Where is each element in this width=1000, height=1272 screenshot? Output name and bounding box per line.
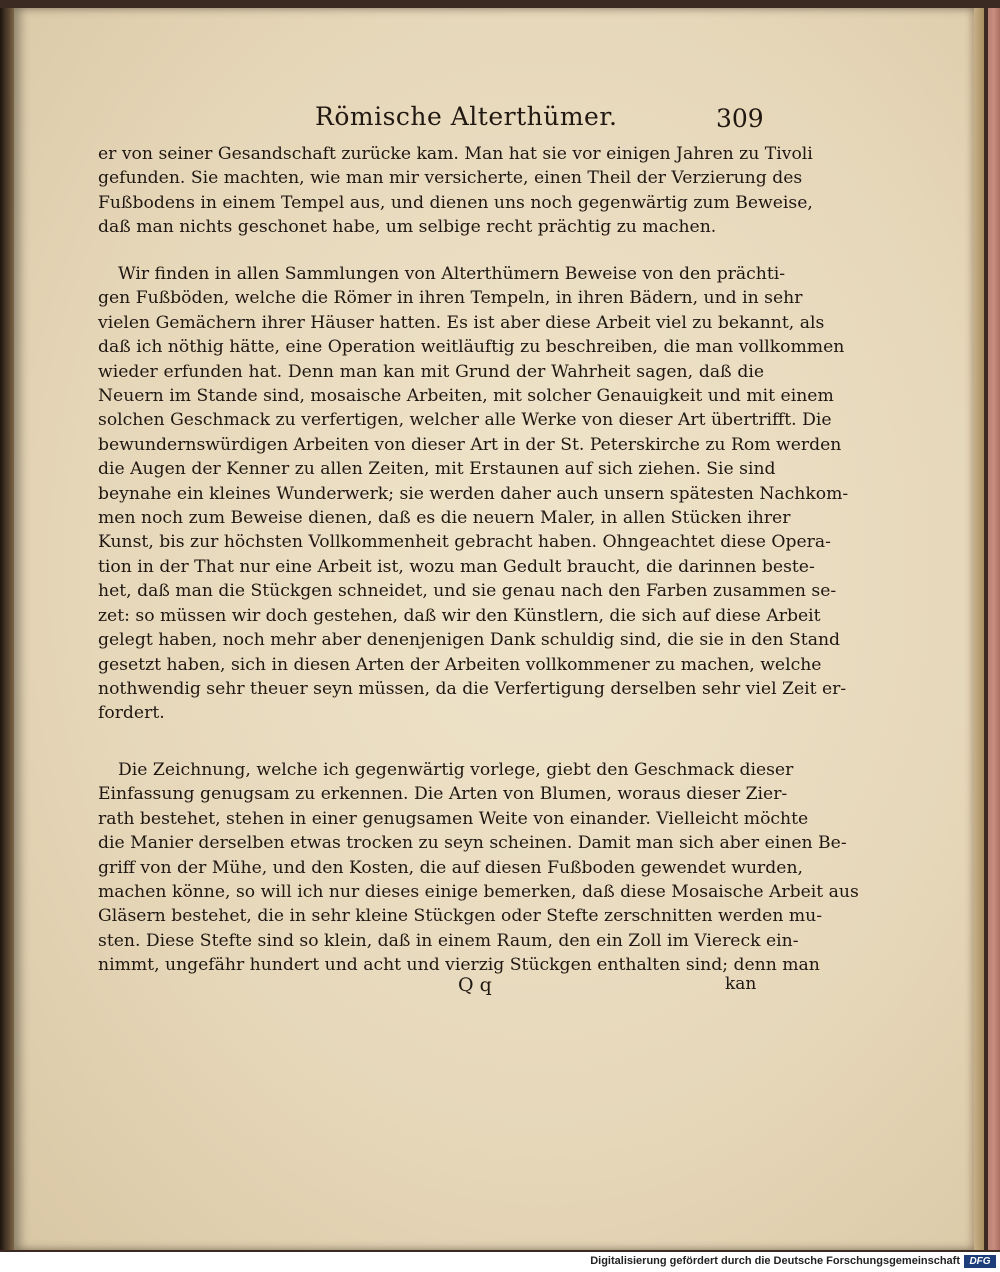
text-line: gen Fußböden, welche die Römer in ihren Tempeln, in ihren Bädern, und in sehr xyxy=(98,288,803,309)
text-line: Die Zeichnung, welche ich gegenwärtig vorlege, giebt den Geschmack dieser xyxy=(118,760,794,780)
text-line: fordert. xyxy=(98,703,165,724)
text-line: die Augen der Kenner zu allen Zeiten, mit Erstaunen auf sich ziehen. Sie sind xyxy=(98,459,776,480)
text-line: daß man nichts geschonet habe, um selbige recht prächtig zu machen. xyxy=(98,217,717,238)
text-line: nimmt, ungefähr hundert und acht und vierzig Stückgen enthalten sind; denn man xyxy=(98,955,820,976)
text-line: zet: so müssen wir doch gestehen, daß wir den Künstlern, die sich auf diese Arbeit xyxy=(98,605,821,626)
page-header xyxy=(0,102,1000,142)
text-line: die Manier derselben etwas trocken zu seyn scheinen. Damit man sich aber einen Be- xyxy=(98,833,847,854)
text-line: Gläsern bestehet, die in sehr kleine Stückgen oder Stefte zerschnitten werden mu- xyxy=(98,906,823,927)
footer-credit: Digitalisierung gefördert durch die Deutsche Forschungsgemeinschaft xyxy=(590,1255,960,1267)
book-binding-edge xyxy=(0,8,14,1250)
text-line: Einfassung genugsam zu erkennen. Die Arten von Blumen, woraus dieser Zier- xyxy=(98,784,788,805)
text-line: machen könne, so will ich nur dieses einige bemerken, daß diese Mosaische Arbeit aus xyxy=(98,882,859,903)
signature-mark: Q q xyxy=(458,974,492,996)
text-line: Kunst, bis zur höchsten Vollkommenheit gebracht haben. Ohngeachtet diese Opera- xyxy=(98,532,831,553)
text-line: gelegt haben, noch mehr aber denenjenigen Dank schuldig sind, die sie in den Stand xyxy=(98,630,841,651)
text-line: Neuern im Stande sind, mosaische Arbeiten, mit solcher Genauigkeit und mit einem xyxy=(98,386,834,407)
text-line: men noch zum Beweise dienen, daß es die neuern Maler, in allen Stücken ihrer xyxy=(98,508,791,529)
text-line: Fußbodens in einem Tempel aus, und dienen uns noch gegenwärtig zum Beweise, xyxy=(98,192,813,213)
dfg-logo-icon: DFG xyxy=(964,1255,996,1268)
catchword: kan xyxy=(725,974,757,994)
paragraph-1 xyxy=(98,142,813,240)
text-line: Wir finden in allen Sammlungen von Alterthümern Beweise von den prächti- xyxy=(118,264,786,284)
text-line: griff von der Mühe, und den Kosten, die auf diesen Fußboden gewendet wurden, xyxy=(98,857,803,878)
cover-edge xyxy=(988,8,1000,1250)
text-line: gefunden. Sie machten, wie man mir versicherte, einen Theil der Verzierung des xyxy=(98,168,803,189)
page-stack-edge xyxy=(974,8,984,1250)
text-line: beynahe ein kleines Wunderwerk; sie werden daher auch unsern spätesten Nachkom- xyxy=(98,483,849,504)
running-title: Römische Alterthümer. xyxy=(315,102,618,131)
text-line: wieder erfunden hat. Denn man kan mit Grund der Wahrheit sagen, daß die xyxy=(98,361,764,382)
text-line: gesetzt haben, sich in diesen Arten der Arbeiten vollkommener zu machen, welche xyxy=(98,654,822,675)
text-line: vielen Gemächern ihrer Häuser hatten. Es ist aber diese Arbeit viel zu bekannt, als xyxy=(98,312,825,333)
text-line: er von seiner Gesandschaft zurücke kam. Man hat sie vor einigen Jahren zu Tivoli xyxy=(98,144,813,164)
text-line: nothwendig sehr theuer seyn müssen, da die Verfertigung derselben sehr viel Zeit er- xyxy=(98,678,847,699)
text-line: solchen Geschmack zu verfertigen, welcher alle Werke von dieser Art übertrifft. Die xyxy=(98,410,832,431)
text-line: daß ich nöthig hätte, eine Operation weitläuftig zu beschreiben, die man vollkommen xyxy=(98,337,845,358)
text-line: het, daß man die Stückgen schneidet, und sie genau nach den Farben zusammen se- xyxy=(98,581,837,602)
text-line: tion in der That nur eine Arbeit ist, wozu man Gedult braucht, die darinnen beste- xyxy=(98,556,815,577)
text-line: sten. Diese Stefte sind so klein, daß in einem Raum, den ein Zoll im Viereck ein- xyxy=(98,930,799,951)
text-line: bewundernswürdigen Arbeiten von dieser Art in der St. Peterskirche zu Rom werden xyxy=(98,434,842,455)
paragraph-3 xyxy=(98,758,859,978)
text-line: rath bestehet, stehen in einer genugsamen Weite von einander. Vielleicht möchte xyxy=(98,808,809,829)
page-number: 309 xyxy=(716,104,764,133)
paragraph-2 xyxy=(98,262,849,726)
